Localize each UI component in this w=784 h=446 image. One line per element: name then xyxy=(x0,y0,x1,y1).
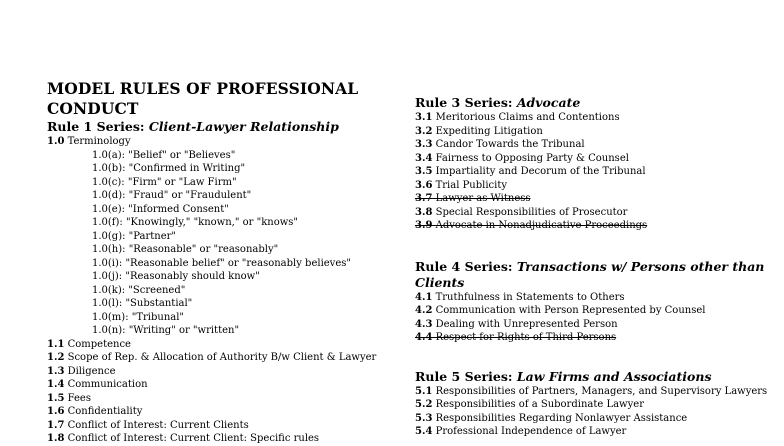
rule-number: 1.4 xyxy=(47,379,65,390)
rule-1-series-heading xyxy=(47,119,402,135)
rule-number: 3.7 xyxy=(415,193,433,204)
rule-text: Scope of Rep. & Allocation of Authority B/w Client & Lawyer xyxy=(67,352,377,363)
rule-3-9-struck xyxy=(415,219,770,233)
rule-number: 3.3 xyxy=(415,139,433,150)
rule-3-7-struck xyxy=(415,192,770,206)
rule-4-3 xyxy=(415,318,770,332)
rule-1-3 xyxy=(47,365,402,379)
subrule-1-0-b: 1.0(b): "Confirmed in Writing" xyxy=(92,163,246,174)
rule-text: Advocate in Nonadjudicative Proceedings xyxy=(435,220,648,231)
rule-3-heading-prefix: Rule 3 Series: xyxy=(415,95,513,110)
rule-4-heading-prefix: Rule 4 Series: xyxy=(415,258,513,274)
rule-text: Terminology xyxy=(67,136,131,147)
subrule-1-0-a: 1.0(a): "Belief" or "Believes" xyxy=(92,149,236,161)
rule-number: 5.2 xyxy=(415,399,433,410)
right-column xyxy=(415,95,770,439)
rule-number: 3.6 xyxy=(415,179,433,191)
rule-1-6 xyxy=(47,405,402,419)
subrule-1-0-c: 1.0(c): "Firm" or "Law Firm" xyxy=(92,176,237,188)
rule-1-heading-name: Client-Lawyer Relationship xyxy=(148,119,339,134)
rule-number: 1.8 xyxy=(47,433,65,444)
rule-5-series-heading xyxy=(415,369,770,385)
rule-3-6 xyxy=(415,179,770,193)
rule-3-3 xyxy=(415,138,770,152)
rule-3-1 xyxy=(415,111,770,125)
rule-text: Fairness to Opposing Party & Counsel xyxy=(435,152,629,164)
rule-text: Communication with Person Represented by Counsel xyxy=(435,305,706,316)
subrule-1-0-f: 1.0(f): "Knowingly," "known," or "knows" xyxy=(92,217,299,228)
rule-text: Professional Independence of Lawyer xyxy=(435,426,627,437)
rule-text: Diligence xyxy=(67,365,116,377)
rule-text: Candor Towards the Tribunal xyxy=(435,139,585,150)
rule-number: 4.3 xyxy=(415,318,433,330)
rule-1-5 xyxy=(47,392,402,406)
rule-text: Responsibilities of Partners, Managers, and Supervisory Lawyers xyxy=(435,385,768,397)
rule-number: 1.6 xyxy=(47,406,65,417)
rule-text: Meritorious Claims and Contentions xyxy=(435,112,620,123)
rule-number: 3.9 xyxy=(415,220,433,231)
subrule-1-0-d: 1.0(d): "Fraud" or "Fraudulent" xyxy=(92,190,252,201)
rule-number: 4.2 xyxy=(415,305,433,316)
rule-text: Confidentiality xyxy=(67,406,143,417)
rule-text: Responsibilities of a Subordinate Lawyer xyxy=(435,399,644,410)
rule-1-0 xyxy=(47,135,402,149)
rule-number: 1.2 xyxy=(47,352,65,363)
rule-text: Trial Publicity xyxy=(435,179,508,191)
rule-4-heading-name: Transactions w/ Persons other than Clients xyxy=(415,258,765,290)
rule-4-4-struck xyxy=(415,331,770,345)
document-title-line-2: CONDUCT xyxy=(47,99,139,118)
rule-1-8 xyxy=(47,432,402,446)
rule-4-1 xyxy=(415,291,770,305)
rule-number: 1.3 xyxy=(47,365,65,377)
rule-5-2 xyxy=(415,398,770,412)
subrule-1-0-m: 1.0(m): "Tribunal" xyxy=(92,311,185,323)
rule-5-heading-name: Law Firms and Associations xyxy=(516,368,712,384)
rule-number: 1.1 xyxy=(47,338,65,350)
rule-text: Lawyer as Witness xyxy=(435,193,531,204)
rule-text: Fees xyxy=(67,392,91,404)
section-spacer xyxy=(415,233,770,259)
rule-number: 3.8 xyxy=(415,206,433,218)
subrule-1-0-h: 1.0(h): "Reasonable" or "reasonably" xyxy=(92,244,279,255)
rule-number: 1.0 xyxy=(47,136,65,147)
rule-text: Expediting Litigation xyxy=(435,125,543,137)
subrule-1-0-g: 1.0(g): "Partner" xyxy=(92,230,177,242)
rule-number: 3.1 xyxy=(415,112,433,123)
rule-text: Special Responsibilities of Prosecutor xyxy=(435,206,628,218)
rule-3-series-heading xyxy=(415,95,770,111)
rule-1-7 xyxy=(47,419,402,433)
subrule-1-0-n: 1.0(n): "Writing" or "written" xyxy=(92,325,240,336)
subrule-1-0-l: 1.0(l): "Substantial" xyxy=(92,298,193,309)
rule-1-1 xyxy=(47,338,402,352)
left-column xyxy=(47,79,402,446)
subrule-1-0-e: 1.0(e): "Informed Consent" xyxy=(92,203,229,215)
rule-number: 5.3 xyxy=(415,412,433,424)
rule-3-heading-name: Advocate xyxy=(516,95,581,110)
rule-text: Responsibilities Regarding Nonlawyer Assistance xyxy=(435,412,688,424)
rule-text: Dealing with Unrepresented Person xyxy=(435,318,618,330)
rule-text: Competence xyxy=(67,338,131,350)
rule-number: 3.5 xyxy=(415,166,433,177)
rule-3-4 xyxy=(415,152,770,166)
rule-number: 4.4 xyxy=(415,332,433,343)
subrule-1-0-j: 1.0(j): "Reasonably should know" xyxy=(92,271,260,282)
rule-3-5 xyxy=(415,165,770,179)
rule-text: Conflict of Interest: Current Clients xyxy=(67,419,249,431)
document-title-line-1: MODEL RULES OF PROFESSIONAL xyxy=(47,79,359,98)
rule-5-heading-prefix: Rule 5 Series: xyxy=(415,368,513,384)
rule-3-8 xyxy=(415,206,770,220)
rule-text: Impartiality and Decorum of the Tribunal xyxy=(435,166,646,177)
rule-text: Conflict of Interest: Current Client: Specific rules xyxy=(67,433,320,444)
subrule-1-0-i: 1.0(i): "Reasonable belief" or "reasonably believes" xyxy=(92,257,351,269)
rule-5-4 xyxy=(415,425,770,439)
rule-number: 1.5 xyxy=(47,392,65,404)
rule-number: 5.1 xyxy=(415,385,433,397)
rule-number: 5.4 xyxy=(415,426,433,437)
rule-text: Truthfulness in Statements to Others xyxy=(435,291,625,303)
rule-number: 4.1 xyxy=(415,291,433,303)
subrule-1-0-k: 1.0(k): "Screened" xyxy=(92,284,186,296)
rule-4-series-heading xyxy=(415,259,770,291)
rule-number: 3.2 xyxy=(415,125,433,137)
rule-5-3 xyxy=(415,412,770,426)
rule-number: 3.4 xyxy=(415,152,433,164)
rule-1-4 xyxy=(47,378,402,392)
rule-1-2 xyxy=(47,351,402,365)
rule-number: 1.7 xyxy=(47,419,65,431)
rule-4-2 xyxy=(415,304,770,318)
rule-1-heading-prefix: Rule 1 Series: xyxy=(47,119,145,134)
rule-text: Respect for Rights of Third Persons xyxy=(435,332,617,343)
rule-text: Communication xyxy=(67,379,148,390)
rule-3-2 xyxy=(415,125,770,139)
rule-5-1 xyxy=(415,385,770,399)
section-spacer xyxy=(415,345,770,369)
